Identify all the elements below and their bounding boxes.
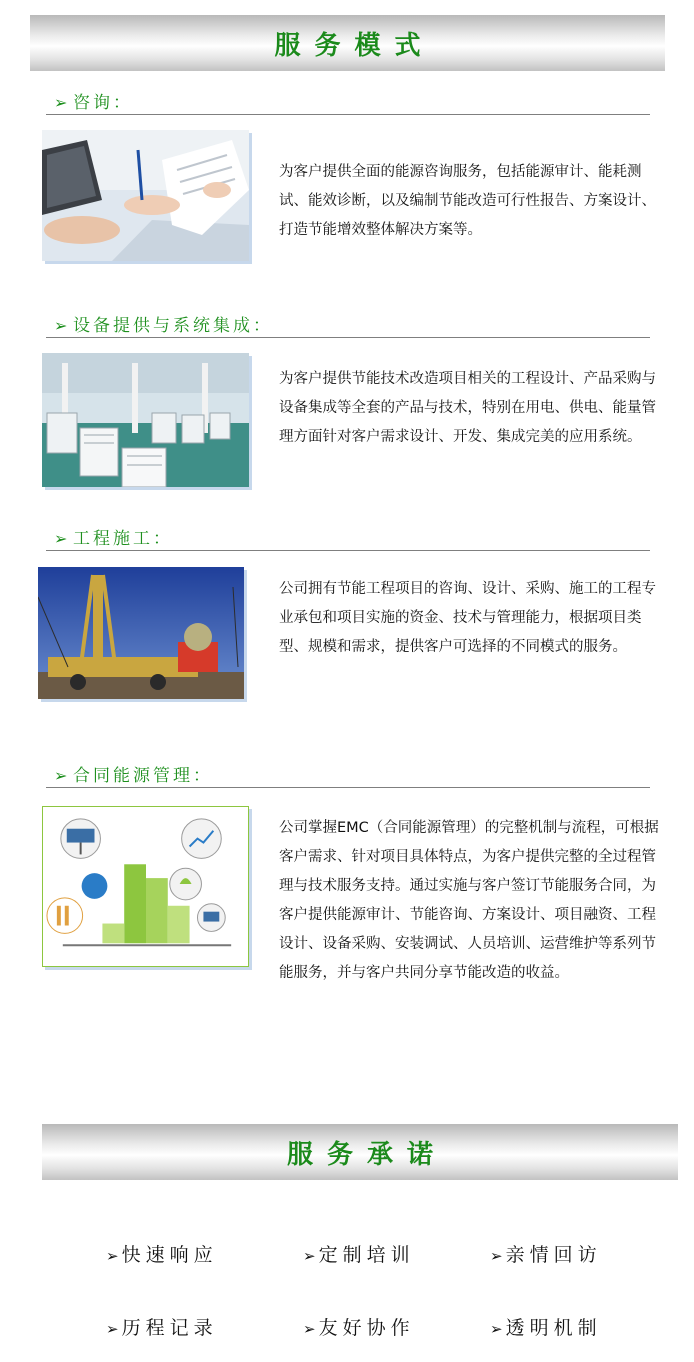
section-heading-label: 咨询： [73,93,133,113]
arrow-bullet-icon: ➢ [490,1320,503,1338]
service-mode-title: 服务模式 [274,30,435,61]
construction-description: 公司拥有节能工程项目的咨询、设计、采购、施工的工程专业承包和项目实施的资金、技术与管理能力，根据项目类型、规模和需求，提供客户可选择的不同模式的服务。 [279,581,656,655]
section-heading-label: 设备提供与系统集成： [73,316,273,336]
promise-item-follow-up: ➢ 亲情回访 [490,1244,602,1266]
consulting-description: 为客户提供全面的能源咨询服务，包括能源审计、能耗测试、能效诊断，以及编制节能改造可行性报告、方案设计、打造节能增效整体解决方案等。 [279,164,656,238]
promise-item-history-record: ➢ 历程记录 [106,1317,218,1339]
service-promise-banner [42,1124,678,1180]
arrow-bullet-icon: ➢ [303,1320,316,1338]
promise-item-transparency: ➢ 透明机制 [490,1317,602,1339]
arrow-bullet-icon: ➢ [54,766,68,785]
arrow-bullet-icon: ➢ [54,316,68,335]
section-heading-construction [46,524,650,551]
arrow-bullet-icon: ➢ [106,1320,119,1338]
section-heading-emc [46,761,650,788]
service-promise-title: 服务承诺 [286,1139,447,1170]
arrow-bullet-icon: ➢ [54,93,68,112]
equipment-description: 为客户提供节能技术改造项目相关的工程设计、产品采购与设备集成等全套的产品与技术，特别在用电、供电、能量管理方面针对客户需求设计、开发、集成完美的应用系统。 [279,371,656,445]
arrow-bullet-icon: ➢ [303,1247,316,1265]
service-mode-banner [30,15,665,71]
section-heading-label: 工程施工： [73,529,173,549]
arrow-bullet-icon: ➢ [106,1247,119,1265]
promise-item-collaboration: ➢ 友好协作 [303,1317,415,1339]
construction-photo [38,567,244,699]
section-heading-label: 合同能源管理： [73,766,213,786]
emc-description: 公司掌握EMC（合同能源管理）的完整机制与流程，可根据客户需求、针对项目具体特点，为客户提供完整的全过程管理与技术服务支持。通过实施与客户签订节能服务合同，为客户提供能源审计、节能咨询、方案设计、项目融资、工程设计、设备采购、安装调试、人员培训、运营维护等系列节能服务，并与客户共同分享节能改造的收益。 [279,820,659,981]
arrow-bullet-icon: ➢ [54,529,68,548]
section-heading-equipment [46,311,650,338]
consulting-photo [42,130,249,261]
emc-diagram [42,806,249,967]
arrow-bullet-icon: ➢ [490,1247,503,1265]
promise-item-fast-response: ➢ 快速响应 [106,1244,218,1266]
promise-item-custom-training: ➢ 定制培训 [303,1244,415,1266]
section-heading-consulting [46,88,650,115]
equipment-photo [42,353,249,487]
